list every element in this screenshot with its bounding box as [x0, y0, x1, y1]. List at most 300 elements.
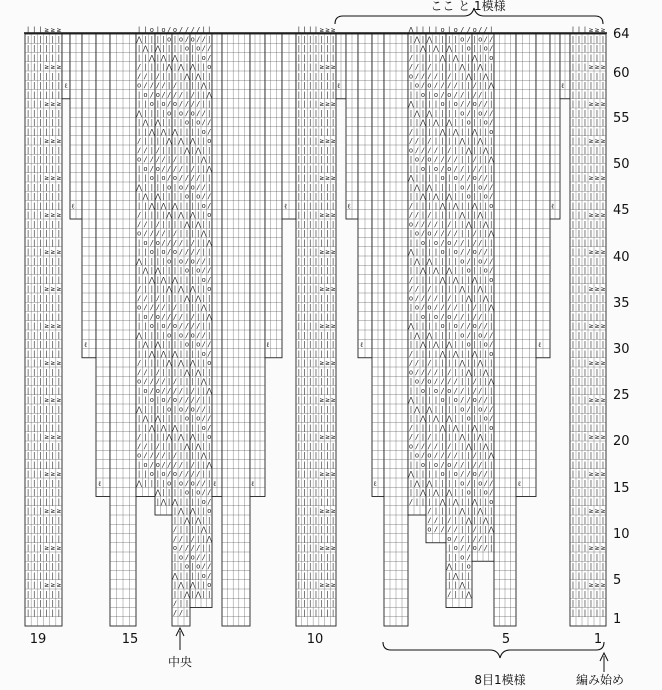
stitch-symbol: o [196, 192, 201, 201]
stitch-symbol: / [489, 257, 494, 266]
stitch-symbol: | [161, 331, 166, 340]
stitch-symbol: o [172, 544, 178, 553]
stitch-symbol: | [414, 386, 420, 395]
stitch-symbol: | [172, 44, 178, 53]
stitch-symbol: / [201, 257, 206, 266]
stitch-symbol: | [433, 423, 439, 432]
stitch-symbol: | [184, 211, 190, 220]
stitch-symbol: | [325, 81, 330, 90]
loop-symbol: ℓ [97, 479, 102, 488]
stitch-symbol: ⋀ [142, 266, 149, 275]
stitch-symbol: | [319, 479, 324, 488]
stitch-symbol: / [172, 312, 178, 321]
stitch-symbol: | [44, 44, 49, 53]
stitch-symbol: | [331, 479, 336, 488]
stitch-symbol: | [325, 479, 330, 488]
stitch-symbol: | [44, 201, 49, 210]
stitch-symbol: | [25, 44, 31, 53]
stitch-symbol: | [296, 229, 301, 238]
stitch-symbol: | [161, 405, 166, 414]
stitch-symbol: | [161, 109, 166, 118]
stitch-symbol: | [466, 525, 471, 534]
stitch-symbol: | [331, 525, 336, 534]
stitch-symbol: | [576, 285, 582, 294]
stitch-symbol: / [143, 294, 148, 303]
stitch-symbol: | [137, 118, 142, 127]
stitch-symbol: | [302, 322, 307, 331]
stitch-symbol: | [38, 109, 43, 118]
stitch-symbol: | [25, 507, 31, 516]
stitch-symbol: / [472, 377, 477, 386]
stitch-symbol: o [478, 35, 483, 44]
stitch-symbol: | [427, 340, 432, 349]
stitch-symbol: | [460, 525, 465, 534]
stitch-symbol: | [296, 544, 301, 553]
stitch-symbol: | [196, 229, 201, 238]
stitch-symbol: o [167, 479, 172, 488]
stitch-symbol: | [44, 192, 49, 201]
stitch-symbol: | [588, 53, 594, 62]
stitch-symbol: | [201, 470, 206, 479]
stitch-symbol: / [207, 275, 212, 284]
stitch-symbol: | [420, 275, 426, 284]
stitch-symbol: | [178, 497, 184, 506]
stitch-symbol: | [427, 386, 432, 395]
stitch-symbol: | [207, 525, 212, 534]
stitch-symbol: o [167, 35, 172, 44]
stitch-symbol: / [440, 386, 445, 395]
stitch-symbol: | [489, 63, 494, 72]
stitch-symbol: ≥ [50, 248, 55, 257]
stitch-symbol: | [319, 155, 324, 164]
stitch-symbol: | [296, 155, 301, 164]
stitch-symbol: | [302, 248, 307, 257]
stitch-symbol: / [489, 414, 494, 423]
stitch-symbol: | [466, 359, 471, 368]
stitch-symbol: ≥ [600, 26, 606, 35]
stitch-symbol: | [296, 322, 301, 331]
stitch-symbol: | [576, 451, 582, 460]
stitch-symbol: | [570, 423, 576, 432]
stitch-symbol: o [201, 201, 206, 210]
stitch-symbol: | [308, 72, 313, 81]
stitch-symbol: | [570, 507, 576, 516]
stitch-symbol: ⋀ [465, 368, 472, 377]
stitch-symbol: | [582, 525, 588, 534]
stitch-symbol: / [478, 544, 483, 553]
stitch-symbol: | [302, 562, 307, 571]
stitch-symbol: | [196, 433, 201, 442]
stitch-symbol: | [190, 266, 195, 275]
stitch-symbol: | [588, 423, 594, 432]
stitch-symbol: | [184, 349, 190, 358]
stitch-symbol: | [600, 534, 606, 543]
stitch-symbol: / [201, 35, 206, 44]
stitch-symbol: | [32, 275, 37, 284]
stitch-symbol: | [25, 377, 31, 386]
stitch-symbol: | [478, 349, 483, 358]
stitch-symbol: / [184, 35, 190, 44]
stitch-symbol: | [582, 368, 588, 377]
stitch-symbol: | [32, 72, 37, 81]
stitch-symbol: | [184, 423, 190, 432]
stitch-symbol: o [472, 322, 477, 331]
stitch-symbol: | [325, 220, 330, 229]
stitch-symbol: / [149, 238, 154, 247]
stitch-symbol: | [447, 497, 452, 506]
stitch-symbol: | [201, 442, 206, 451]
stitch-symbol: | [172, 285, 178, 294]
stitch-symbol: / [489, 479, 494, 488]
stitch-symbol: | [594, 460, 600, 469]
stitch-symbol: | [302, 359, 307, 368]
stitch-symbol: | [38, 516, 43, 525]
stitch-symbol: / [460, 90, 465, 99]
stitch-symbol: / [190, 396, 195, 405]
stitch-symbol: | [570, 377, 576, 386]
stitch-symbol: o [196, 44, 201, 53]
stitch-symbol: | [325, 53, 330, 62]
stitch-symbol: | [331, 553, 336, 562]
stitch-symbol: | [594, 53, 600, 62]
stitch-symbol: | [440, 146, 445, 155]
stitch-symbol: ⋀ [184, 442, 190, 451]
stitch-symbol: o [196, 562, 201, 571]
stitch-symbol: / [414, 211, 420, 220]
stitch-symbol: ⋀ [446, 488, 453, 497]
stitch-symbol: | [582, 72, 588, 81]
stitch-symbol: | [453, 414, 458, 423]
stitch-symbol: o [178, 183, 184, 192]
stitch-symbol: | [196, 507, 201, 516]
stitch-symbol: | [576, 266, 582, 275]
stitch-symbol: | [414, 118, 420, 127]
stitch-symbol: | [447, 433, 452, 442]
stitch-symbol: | [137, 26, 142, 35]
stitch-symbol: / [207, 340, 212, 349]
stitch-symbol: | [440, 118, 445, 127]
stitch-symbol: o [190, 479, 195, 488]
stitch-symbol: | [167, 118, 172, 127]
stitch-symbol: | [190, 53, 195, 62]
stitch-symbol: / [420, 146, 426, 155]
stitch-symbol: | [582, 599, 588, 608]
stitch-symbol: | [420, 100, 426, 109]
stitch-symbol: / [453, 303, 458, 312]
stitch-symbol: | [453, 109, 458, 118]
stitch-symbol: | [149, 146, 154, 155]
stitch-symbol: | [576, 553, 582, 562]
stitch-symbol: | [472, 414, 477, 423]
stitch-symbol: / [433, 220, 439, 229]
stitch-symbol: / [483, 544, 488, 553]
stitch-symbol: o [167, 109, 172, 118]
stitch-symbol: | [594, 516, 600, 525]
stitch-symbol: | [576, 201, 582, 210]
stitch-symbol: ⋀ [184, 590, 190, 599]
stitch-symbol: | [414, 488, 420, 497]
stitch-symbol: | [167, 451, 172, 460]
stitch-symbol: | [313, 368, 319, 377]
stitch-symbol: | [576, 183, 582, 192]
stitch-symbol: o [483, 340, 488, 349]
stitch-symbol: | [478, 303, 483, 312]
stitch-symbol: | [447, 35, 452, 44]
stitch-symbol: | [433, 359, 439, 368]
stitch-symbol: / [440, 238, 445, 247]
stitch-symbol: ≥ [588, 433, 594, 442]
stitch-symbol: ⋀ [471, 275, 478, 284]
stitch-symbol: | [414, 248, 420, 257]
stitch-symbol: | [489, 174, 494, 183]
stitch-symbol: | [178, 266, 184, 275]
stitch-symbol: | [420, 211, 426, 220]
stitch-symbol: | [44, 164, 49, 173]
stitch-symbol: | [302, 294, 307, 303]
stitch-symbol: | [319, 590, 324, 599]
stitch-symbol: | [600, 275, 606, 284]
stitch-symbol: | [570, 599, 576, 608]
stitch-symbol: ≥ [600, 63, 606, 72]
stitch-symbol: / [489, 331, 494, 340]
stitch-symbol: | [325, 312, 330, 321]
stitch-symbol: | [447, 248, 452, 257]
stitch-symbol: / [178, 174, 184, 183]
stitch-symbol: | [420, 248, 426, 257]
stitch-symbol: | [600, 368, 606, 377]
stitch-symbol: / [408, 53, 414, 62]
stitch-symbol: | [420, 257, 426, 266]
stitch-symbol: | [582, 581, 588, 590]
stitch-symbol: | [201, 386, 206, 395]
stitch-symbol: | [149, 257, 154, 266]
stitch-symbol: ≥ [56, 211, 62, 220]
stitch-symbol: | [313, 497, 319, 506]
stitch-symbol: ⋀ [446, 562, 453, 571]
stitch-symbol: | [453, 35, 458, 44]
stitch-symbol: | [478, 81, 483, 90]
stitch-symbol: ⋀ [482, 72, 489, 81]
stitch-symbol: | [50, 386, 55, 395]
stitch-symbol: | [32, 220, 37, 229]
stitch-symbol: | [56, 553, 62, 562]
stitch-symbol: / [408, 285, 414, 294]
stitch-symbol: o [207, 359, 212, 368]
stitch-symbol: ⋀ [189, 507, 196, 516]
stitch-symbol: ⋀ [488, 303, 495, 312]
stitch-symbol: | [325, 368, 330, 377]
stitch-symbol: | [414, 26, 420, 35]
stitch-symbol: | [50, 146, 55, 155]
stitch-symbol: ⋀ [446, 266, 453, 275]
stitch-symbol: | [576, 26, 582, 35]
stitch-symbol: | [296, 525, 301, 534]
stitch-symbol: | [489, 211, 494, 220]
stitch-symbol: ≥ [44, 581, 49, 590]
stitch-symbol: | [576, 303, 582, 312]
stitch-symbol: ⋀ [420, 266, 426, 275]
stitch-symbol: | [296, 460, 301, 469]
stitch-symbol: | [56, 266, 62, 275]
stitch-symbol: | [313, 90, 319, 99]
stitch-symbol: / [196, 331, 201, 340]
stitch-symbol: | [576, 349, 582, 358]
stitch-symbol: | [167, 229, 172, 238]
stitch-symbol: | [308, 479, 313, 488]
stitch-symbol: | [149, 44, 154, 53]
stitch-symbol: | [178, 53, 184, 62]
stitch-symbol: / [433, 155, 439, 164]
stitch-symbol: | [576, 386, 582, 395]
stitch-symbol: | [460, 81, 465, 90]
stitch-symbol: | [137, 275, 142, 284]
stitch-symbol: / [453, 155, 458, 164]
stitch-symbol: / [184, 544, 190, 553]
stitch-symbol: | [308, 303, 313, 312]
stitch-symbol: ⋀ [459, 433, 466, 442]
stitch-symbol: | [308, 174, 313, 183]
stitch-symbol: | [325, 35, 330, 44]
stitch-symbol: | [308, 146, 313, 155]
stitch-symbol: | [38, 164, 43, 173]
stitch-symbol: / [143, 220, 148, 229]
stitch-symbol: | [313, 349, 319, 358]
stitch-symbol: | [319, 377, 324, 386]
stitch-symbol: | [137, 423, 142, 432]
stitch-symbol: | [25, 109, 31, 118]
stitch-symbol: ≥ [331, 470, 336, 479]
stitch-symbol: | [32, 294, 37, 303]
stitch-symbol: / [196, 479, 201, 488]
stitch-symbol: ⋀ [477, 359, 484, 368]
stitch-symbol: | [190, 368, 195, 377]
stitch-symbol: ≥ [594, 470, 600, 479]
stitch-symbol: | [440, 368, 445, 377]
stitch-symbol: ⋀ [154, 118, 161, 127]
stitch-symbol: | [44, 146, 49, 155]
stitch-symbol: | [178, 127, 184, 136]
stitch-symbol: | [582, 534, 588, 543]
stitch-symbol: ⋀ [200, 377, 207, 386]
stitch-symbol: | [570, 238, 576, 247]
stitch-symbol: ≥ [50, 544, 55, 553]
stitch-symbol: | [478, 118, 483, 127]
stitch-symbol: | [331, 53, 336, 62]
stitch-symbol: / [161, 377, 166, 386]
stitch-symbol: ⋀ [206, 90, 213, 99]
stitch-symbol: / [466, 26, 471, 35]
stitch-symbol: | [184, 164, 190, 173]
stitch-symbol: | [427, 174, 432, 183]
stitch-symbol: | [137, 396, 142, 405]
stitch-symbol: | [172, 118, 178, 127]
stitch-symbol: / [472, 238, 477, 247]
stitch-symbol: ≥ [331, 359, 336, 368]
stitch-symbol: | [427, 127, 432, 136]
stitch-symbol: ⋀ [477, 285, 484, 294]
stitch-symbol: ≥ [319, 285, 324, 294]
stitch-symbol: | [447, 544, 452, 553]
stitch-symbol: | [155, 183, 160, 192]
stitch-symbol: | [582, 275, 588, 284]
stitch-symbol: | [201, 164, 206, 173]
stitch-symbol: | [308, 155, 313, 164]
stitch-symbol: | [600, 229, 606, 238]
stitch-symbol: o [466, 414, 471, 423]
stitch-symbol: / [172, 386, 178, 395]
stitch-symbol: | [56, 294, 62, 303]
stitch-symbol: | [460, 368, 465, 377]
stitch-symbol: ≥ [319, 63, 324, 72]
stitch-symbol: / [207, 201, 212, 210]
stitch-symbol: | [460, 201, 465, 210]
stitch-symbol: | [414, 396, 420, 405]
stitch-symbol: | [453, 211, 458, 220]
stitch-symbol: o [201, 497, 206, 506]
stitch-symbol: | [308, 359, 313, 368]
stitch-symbol: / [155, 451, 160, 460]
stitch-symbol: | [196, 460, 201, 469]
stitch-symbol: | [32, 377, 37, 386]
stitch-symbol: / [447, 220, 452, 229]
stitch-symbol: ⋀ [206, 238, 213, 247]
stitch-symbol: / [149, 90, 154, 99]
stitch-symbol: | [588, 516, 594, 525]
stitch-symbol: | [600, 414, 606, 423]
stitch-symbol: o [453, 26, 458, 35]
stitch-symbol: | [440, 137, 445, 146]
stitch-symbol: | [453, 183, 458, 192]
stitch-symbol: | [184, 63, 190, 72]
stitch-symbol: o [460, 183, 465, 192]
stitch-symbol: | [325, 229, 330, 238]
stitch-symbol: / [149, 377, 154, 386]
stitch-symbol: | [594, 331, 600, 340]
stitch-symbol: ≥ [56, 359, 62, 368]
stitch-symbol: | [440, 507, 445, 516]
stitch-symbol: | [594, 220, 600, 229]
stitch-symbol: / [184, 257, 190, 266]
stitch-symbol: | [50, 294, 55, 303]
stitch-symbol: | [408, 340, 414, 349]
stitch-symbol: ≥ [56, 248, 62, 257]
stitch-symbol: | [478, 72, 483, 81]
stitch-symbol: | [472, 192, 477, 201]
stitch-symbol: / [478, 164, 483, 173]
stitch-symbol: | [460, 414, 465, 423]
stitch-symbol: | [414, 470, 420, 479]
stitch-symbol: | [325, 118, 330, 127]
stitch-symbol: / [184, 470, 190, 479]
stitch-symbol: | [483, 303, 488, 312]
stitch-symbol: | [196, 312, 201, 321]
stitch-symbol: | [302, 377, 307, 386]
stitch-symbol: | [32, 488, 37, 497]
stitch-symbol: / [190, 164, 195, 173]
stitch-symbol: | [331, 257, 336, 266]
stitch-symbol: | [178, 44, 184, 53]
stitch-symbol: | [44, 238, 49, 247]
stitch-symbol: / [440, 525, 445, 534]
stitch-symbol: | [56, 155, 62, 164]
stitch-symbol: | [201, 433, 206, 442]
stitch-symbol: | [313, 248, 319, 257]
stitch-symbol: / [466, 248, 471, 257]
stitch-symbol: | [408, 405, 414, 414]
stitch-symbol: ≥ [331, 26, 336, 35]
stitch-symbol: ≥ [44, 248, 49, 257]
stitch-symbol: | [172, 294, 178, 303]
